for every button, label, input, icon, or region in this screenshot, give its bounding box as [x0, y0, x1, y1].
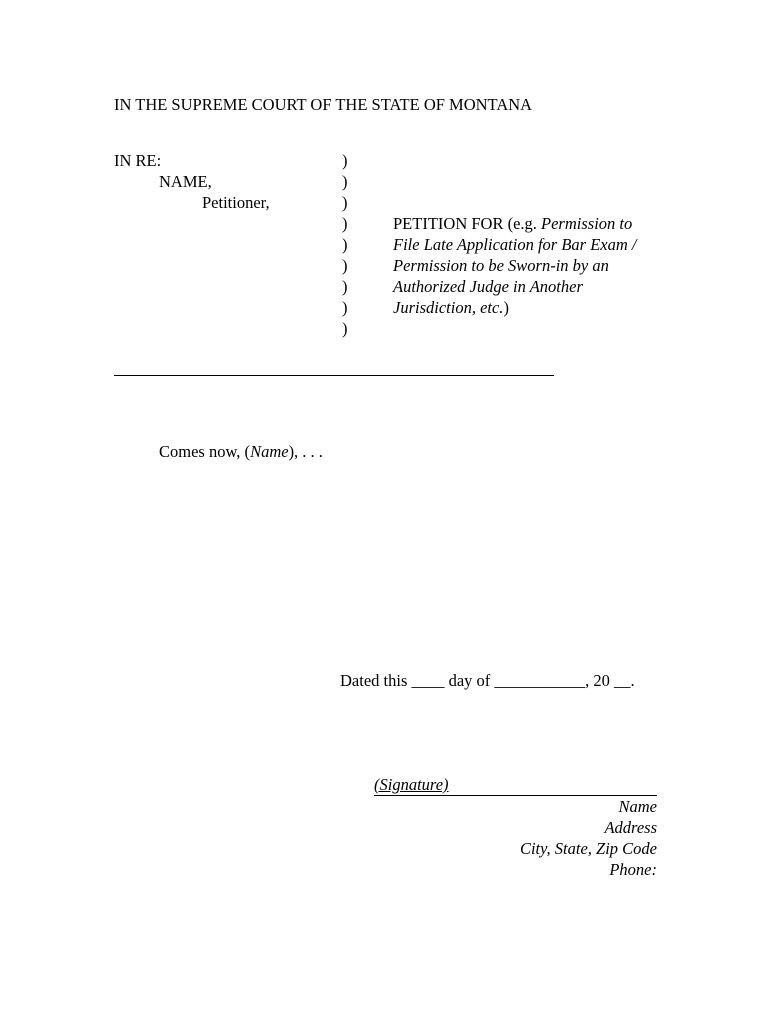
caption-paren: ) [342, 214, 348, 233]
caption-paren: ) [342, 151, 348, 170]
caption-paren: ) [342, 193, 348, 212]
dated-line: Dated this ____ day of ___________, 20 __. [340, 671, 635, 690]
petition-title-block [393, 213, 673, 318]
court-title: IN THE SUPREME COURT OF THE STATE OF MONTANA [114, 95, 533, 114]
petition-prefix: PETITION FOR (e.g. [393, 214, 542, 233]
party-role: Petitioner, [202, 193, 270, 212]
petition-line-5 [393, 297, 673, 318]
petition-line-3: Permission to be Sworn-in by an [393, 256, 609, 275]
in-re-label: IN RE: [114, 151, 162, 170]
caption-paren: ) [342, 298, 348, 317]
caption-party-block [114, 150, 334, 213]
comes-now-name: Name [250, 442, 289, 461]
petition-close-paren: ) [503, 298, 509, 317]
caption-paren: ) [342, 277, 348, 296]
comes-now-suffix: ), . . . [288, 442, 323, 461]
signer-city-state-zip: City, State, Zip Code [519, 839, 657, 858]
petition-line-2: File Late Application for Bar Exam / [393, 235, 637, 254]
caption-divider [114, 375, 554, 376]
caption-paren: ) [342, 319, 348, 338]
petition-line-4: Authorized Judge in Another [393, 277, 583, 296]
signer-address: Address [604, 818, 657, 837]
caption-paren: ) [342, 172, 348, 191]
comes-now-prefix: Comes now, ( [159, 442, 251, 461]
petition-line-1 [393, 213, 673, 234]
petition-example-1: Permission to [541, 214, 633, 233]
caption-parentheses [342, 150, 354, 339]
caption-paren: ) [342, 235, 348, 254]
signature-line [374, 774, 657, 796]
signer-phone: Phone: [609, 860, 657, 879]
caption-paren: ) [342, 256, 348, 275]
body-paragraph [159, 441, 323, 462]
party-name: NAME, [159, 172, 212, 191]
signer-name: Name [618, 797, 657, 816]
petition-example-5: Jurisdiction, etc. [393, 298, 504, 317]
signature-block [374, 774, 657, 880]
signature-label: (Signature) [374, 775, 449, 794]
